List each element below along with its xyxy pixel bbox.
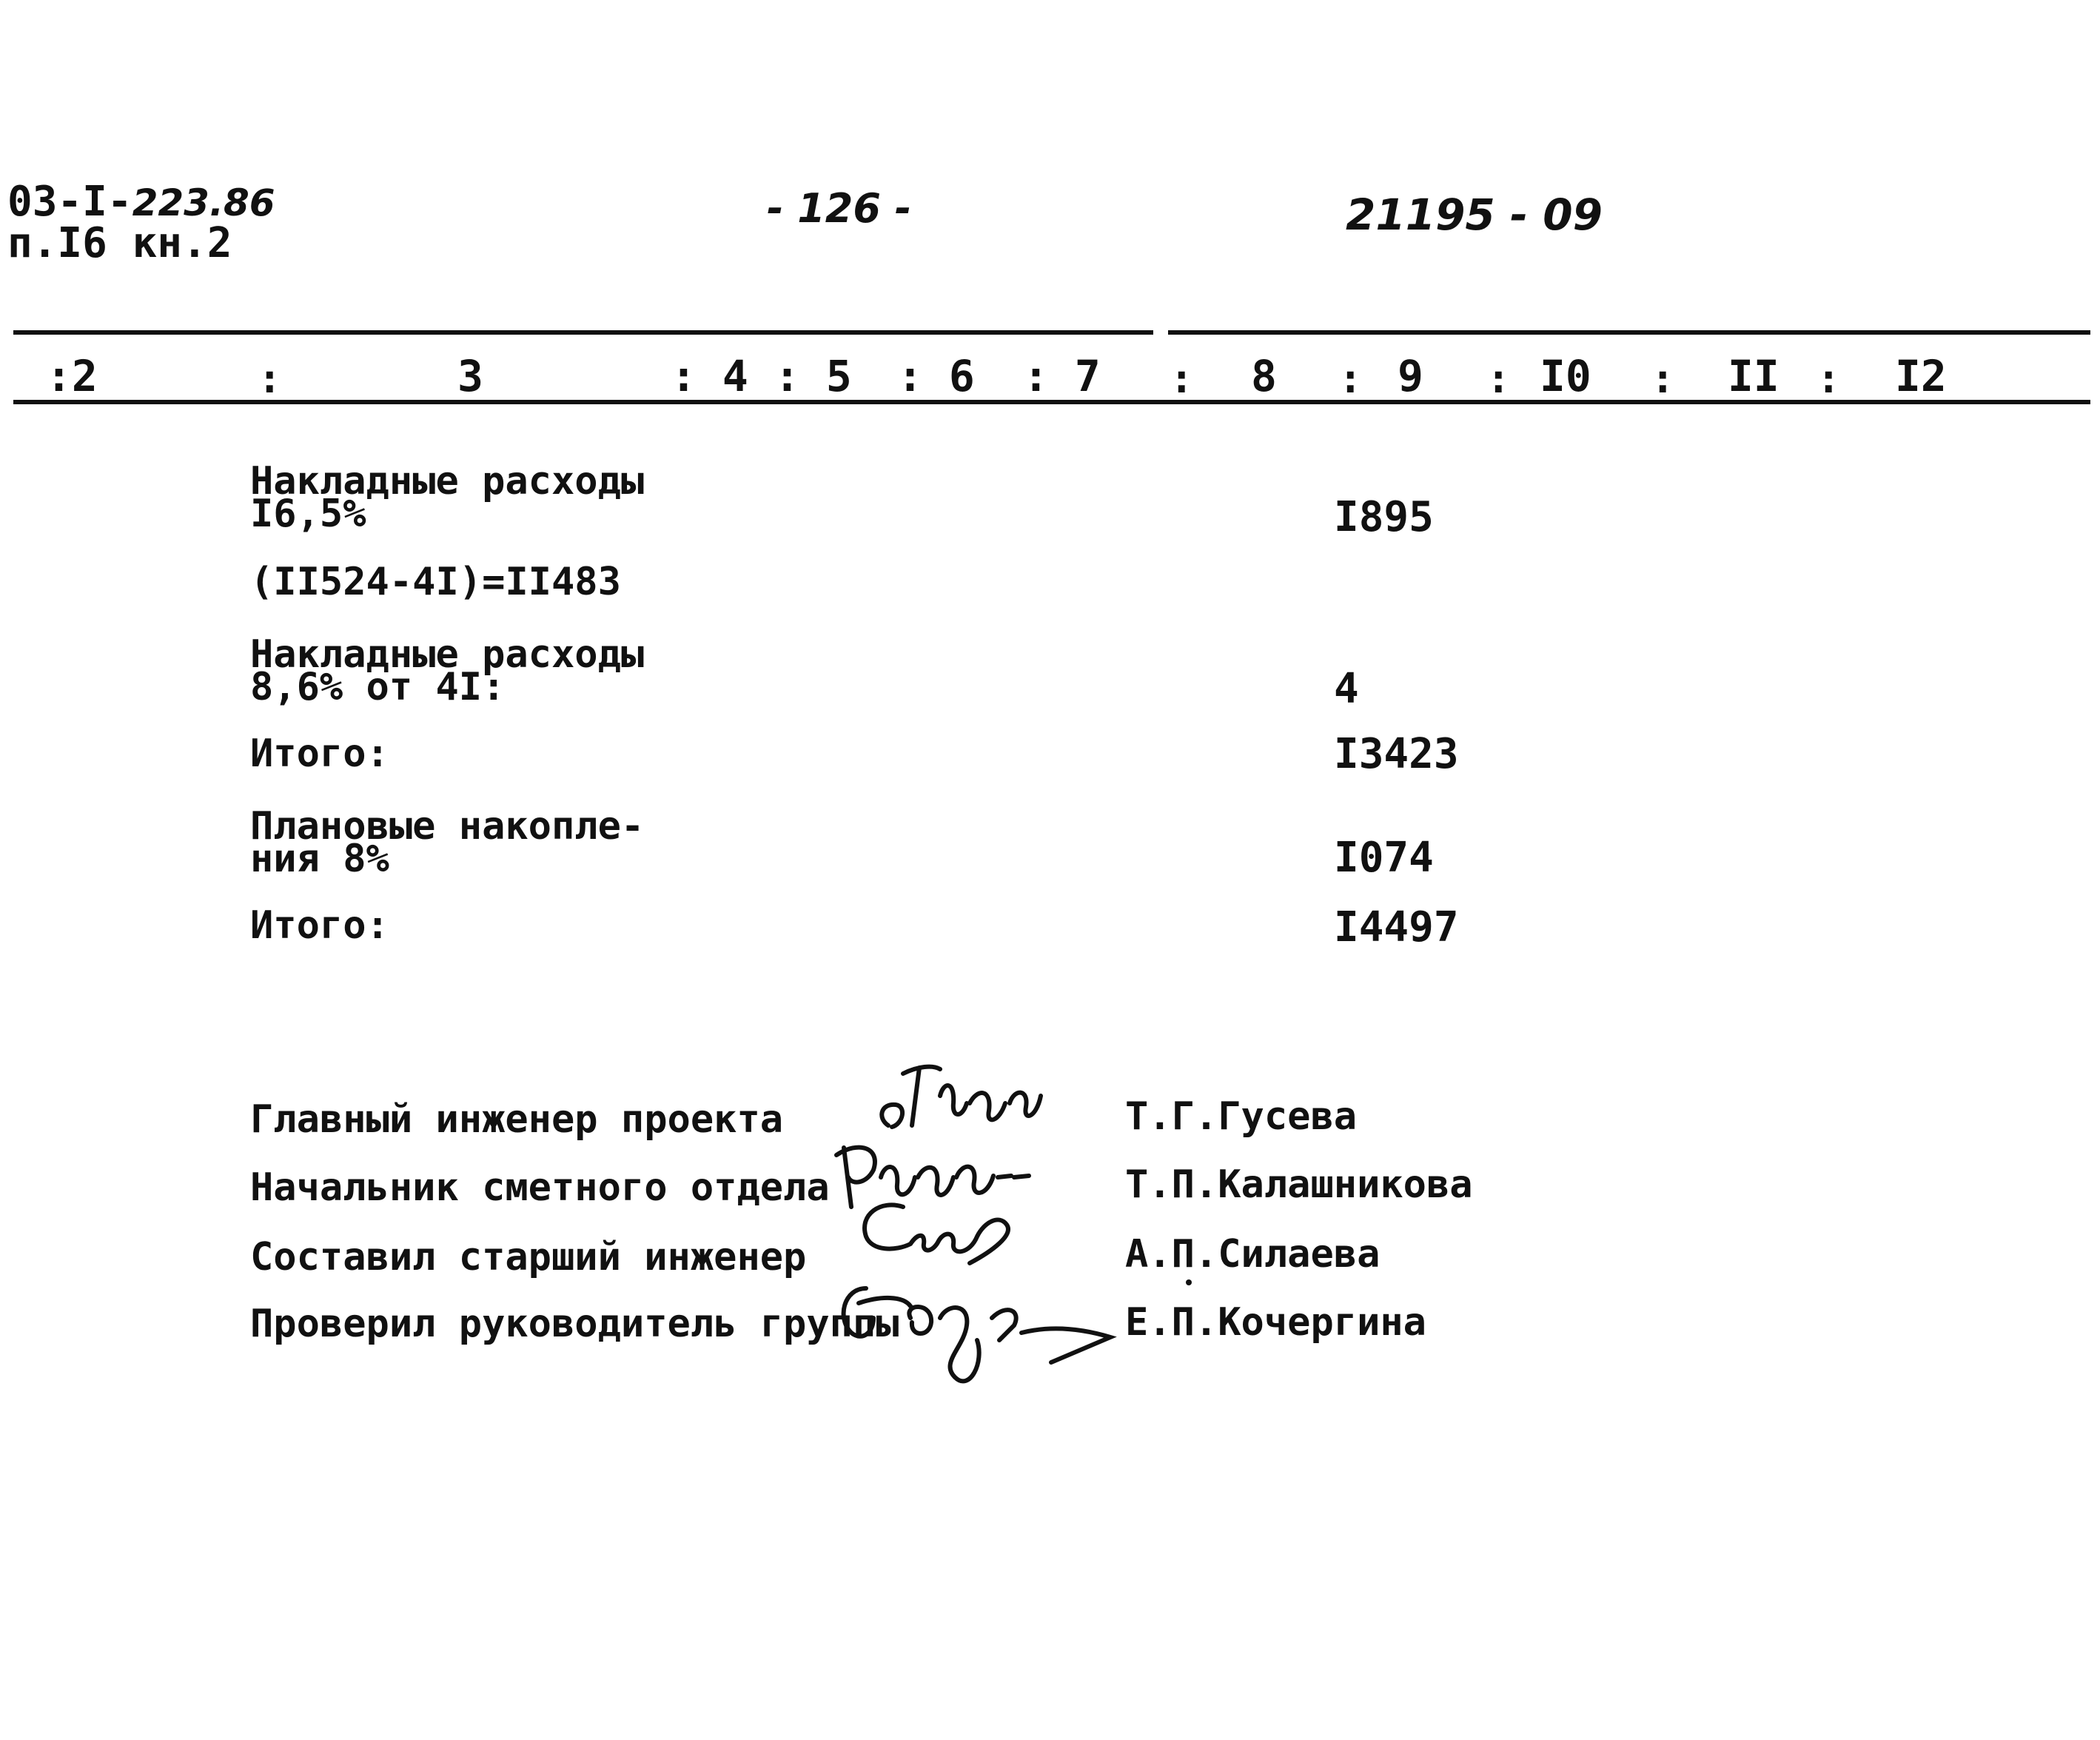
signatory-role: Составил старший инженер [250, 1235, 807, 1279]
column-separator: : [1651, 355, 1675, 402]
header-rule-top-right [1168, 330, 2090, 335]
signature-1 [873, 1059, 1044, 1140]
column-header-7: : 7 [1023, 351, 1101, 401]
column-header-2: :2 [46, 351, 98, 401]
column-header-5: : 5 [774, 351, 852, 401]
row-value: I074 [1334, 834, 1434, 882]
row-label-line: I6,5% [250, 492, 366, 536]
row-label [250, 903, 389, 948]
column-header-12: I2 [1895, 351, 1947, 401]
page-number: - 126 - [767, 185, 912, 232]
row-value: 4 [1334, 665, 1359, 713]
dot-mark [1186, 1279, 1192, 1285]
archive-stamp: 21195 - 09 [1346, 190, 1603, 240]
column-header-6: : 6 [897, 351, 975, 401]
row-value: I3423 [1334, 730, 1459, 778]
row-label-line: (II524-4I)=II483 [250, 560, 621, 604]
header-rule-top-left [13, 330, 1153, 335]
row-label [250, 560, 621, 604]
row-label-line: Плановые накопле- [250, 804, 645, 849]
row-label-line: Итого: [250, 903, 389, 948]
row-label-line: Накладные расходы [250, 459, 645, 503]
row-label-line: ния 8% [250, 837, 389, 881]
document-code [7, 178, 275, 226]
document-code-handwritten: 223.86 [132, 181, 275, 224]
column-separator: : [258, 355, 282, 402]
column-header-11: II [1728, 351, 1779, 401]
column-separator: : [1170, 355, 1194, 402]
column-header-4: : 4 [671, 351, 748, 401]
signatory-role: Начальник сметного отдела [250, 1165, 830, 1210]
row-label [250, 804, 645, 881]
row-label [250, 632, 645, 709]
signatory-role: Проверил руководитель группы [250, 1302, 899, 1346]
signature-4 [829, 1274, 1125, 1399]
column-header-8: 8 [1251, 351, 1277, 401]
signature-3 [851, 1192, 1036, 1274]
row-label [250, 459, 645, 536]
signatory-name: А.П.Силаева [1125, 1232, 1381, 1276]
column-header-3: 3 [457, 351, 483, 401]
row-label-line: Итого: [250, 732, 389, 776]
column-separator: : [1486, 355, 1511, 402]
row-label [250, 732, 389, 776]
column-separator: : [1816, 355, 1841, 402]
signatory-name: Т.П.Калашникова [1125, 1162, 1473, 1207]
signatory-name: Т.Г.Гусева [1125, 1094, 1358, 1139]
column-header-10: I0 [1540, 351, 1591, 401]
row-value: I895 [1334, 493, 1434, 541]
column-separator: : [1338, 355, 1363, 402]
row-label-line: 8,6% от 4I: [250, 665, 506, 709]
document-volume: п.I6 кн.2 [7, 219, 232, 267]
row-label-line: Накладные расходы [250, 632, 645, 677]
column-header-9: 9 [1398, 351, 1423, 401]
signatory-name: Е.П.Кочергина [1125, 1300, 1426, 1345]
signatory-role: Главный инженер проекта [250, 1097, 784, 1142]
row-value: I4497 [1334, 903, 1459, 951]
document-code-printed: 03-I- [7, 178, 132, 226]
